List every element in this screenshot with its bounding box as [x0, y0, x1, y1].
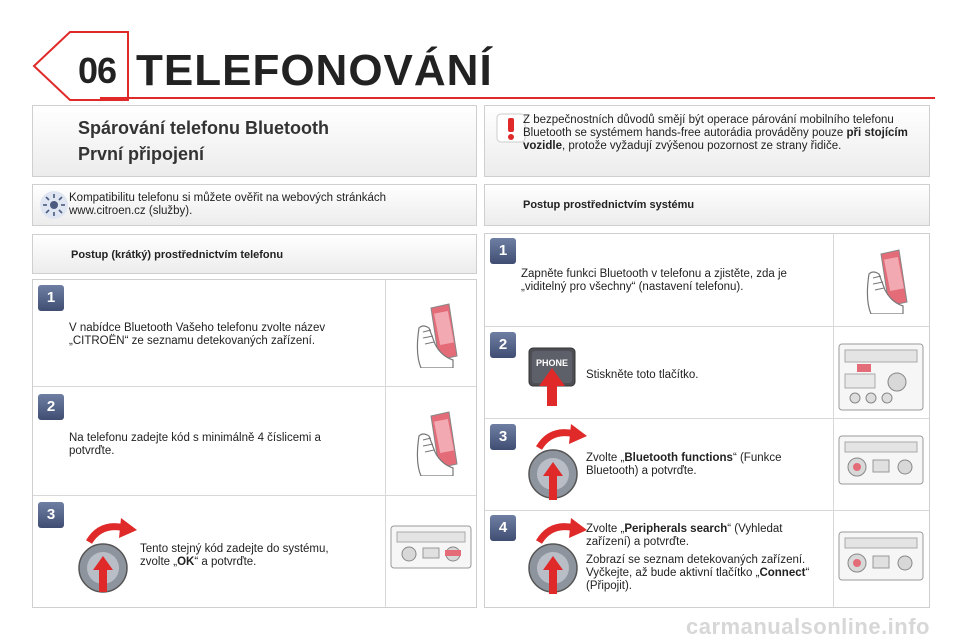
step-text	[586, 452, 821, 478]
phone-in-hand-icon	[401, 298, 471, 368]
step-text-bold: OK	[177, 556, 195, 568]
warning-box	[484, 105, 930, 177]
step-text-part: “ (Funkce Bluetooth) a potvrďte.	[586, 452, 782, 477]
radio-unit-icon	[837, 342, 925, 412]
step-divider	[485, 418, 929, 419]
phone-in-hand-icon	[401, 406, 471, 476]
step-text-bold: Peripherals search	[624, 523, 728, 535]
step-text: V nabídce Bluetooth Vašeho telefonu zvolte název „CITROËN“ ze seznamu detekovaných zařízení.	[69, 322, 326, 347]
step-text-part: Zvolte „	[586, 452, 625, 464]
step-text-part: “ a potvrďte.	[194, 556, 257, 568]
section-subtitle: První připojení	[78, 144, 205, 164]
step-text-part: Zobrazí se seznam detekovaných zařízení. Vyčkejte, až bude aktivní tlačítko „	[586, 554, 806, 579]
step-text	[140, 543, 360, 569]
header-rule	[100, 97, 935, 99]
section-title: Spárování telefonu Bluetooth	[78, 118, 330, 138]
watermark: carmanualsonline.info	[686, 614, 930, 639]
left-steps-panel	[32, 279, 477, 608]
right-steps-panel	[484, 233, 930, 608]
step-text	[586, 523, 821, 549]
step-text-part: “ (Vyhledat zařízení) a potvrďte.	[586, 523, 783, 548]
step-text: Zapněte funkci Bluetooth v telefonu a zjistěte, zda je „viditelný pro všechny“ (nastavení telefonu).	[521, 268, 787, 293]
tip-box	[32, 184, 477, 226]
step-badge: 1	[490, 238, 516, 264]
step-badge: 3	[490, 424, 516, 450]
tip-text: Kompatibilitu telefonu si můžete ověřit na webových stránkách www.citroen.cz (služby).	[69, 192, 387, 217]
step-text	[586, 554, 821, 593]
step-badge: 2	[490, 332, 516, 358]
step-badge: 3	[38, 502, 64, 528]
step-badge: 1	[38, 285, 64, 311]
step-badge: 4	[490, 515, 516, 541]
warning-text-part: , protože vyžadují zvýšenou pozornost ze strany řidiče.	[561, 140, 842, 152]
step-text-bold: Bluetooth functions	[624, 452, 733, 464]
column-divider	[833, 234, 834, 607]
step-divider	[485, 510, 929, 511]
warning-text	[523, 114, 919, 153]
radio-unit-icon	[837, 434, 925, 486]
warning-text-bold: při stojícím vozidle	[523, 127, 908, 152]
left-panel-title: Postup (krátký) prostřednictvím telefonu	[71, 249, 284, 261]
section-title-box	[32, 105, 477, 177]
step-divider	[33, 495, 476, 496]
step-text-part: Zvolte „	[586, 523, 625, 535]
right-panel-title: Postup prostřednictvím systému	[523, 199, 695, 211]
step-text: Na telefonu zadejte kód s minimálně 4 číslicemi a potvrďte.	[69, 432, 321, 457]
warning-text-part: Z bezpečnostních důvodů smějí být operace párování mobilního telefonu Bluetooth se systémem hands-free autorádia prováděny pouze	[523, 114, 894, 139]
phone-in-hand-icon	[851, 244, 921, 314]
radio-unit-icon	[837, 530, 925, 582]
phone-button-icon	[527, 344, 577, 404]
column-divider	[385, 280, 386, 607]
right-panel-title-box	[484, 184, 930, 226]
left-panel-title-box	[32, 234, 477, 274]
step-text-part: “ (Připojit).	[586, 567, 810, 592]
chapter-title: TELEFONOVÁNÍ	[136, 46, 493, 95]
radio-unit-icon	[389, 522, 473, 572]
chapter-number: 06	[78, 50, 117, 91]
step-text: Stiskněte toto tlačítko.	[586, 369, 699, 381]
step-divider	[485, 326, 929, 327]
sun-icon	[39, 190, 69, 220]
phone-button-label: PHONE	[535, 358, 568, 368]
step-text-bold: Connect	[759, 567, 806, 579]
rotary-knob-icon	[71, 518, 149, 596]
step-divider	[33, 386, 476, 387]
step-badge: 2	[38, 394, 64, 420]
step-text-part: Tento stejný kód zadejte do systému, zvolte „	[140, 543, 329, 568]
